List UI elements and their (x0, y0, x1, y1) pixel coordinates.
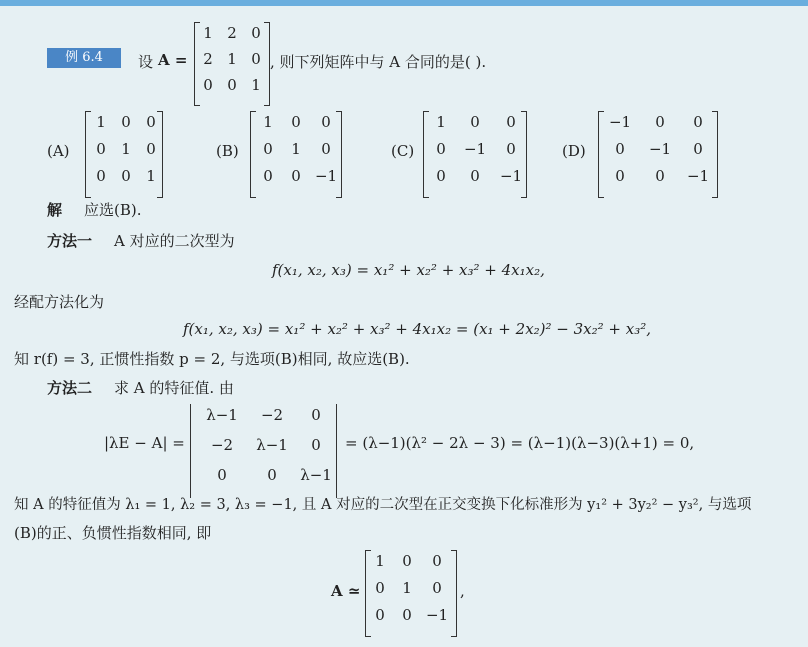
option-matrix-cell: 0 (121, 113, 131, 131)
option-matrix-cell: 0 (470, 167, 480, 185)
question-tail: , 则下列矩阵中与 A 合同的是( ). (270, 53, 487, 71)
det-rhs: = (λ−1)(λ² − 2λ − 3) = (λ−1)(λ−3)(λ+1) = 0, (345, 434, 695, 452)
det-cell: λ−1 (256, 436, 288, 454)
option-matrix-cell: 1 (146, 167, 156, 185)
top-border (0, 0, 808, 6)
option-matrix-cell: 0 (321, 113, 331, 131)
det-cell: 0 (267, 466, 277, 484)
method1-title: 方法一 (47, 232, 93, 250)
final-matrix-cell: 0 (402, 606, 412, 624)
question-matrix-cell: 1 (251, 76, 261, 94)
final-matrix-cell: 1 (375, 552, 385, 570)
final-matrix-cell: 0 (432, 552, 442, 570)
det-cell: λ−1 (300, 466, 332, 484)
method2-text: 求 A 的特征值. 由 (114, 379, 234, 397)
det-cell: 0 (311, 436, 321, 454)
final-matrix-cell: 0 (375, 606, 385, 624)
option-label: (D) (562, 142, 586, 160)
question-matrix-cell: 1 (203, 24, 213, 42)
question-matrix-cell: 0 (251, 24, 261, 42)
option-matrix-cell: 1 (291, 140, 301, 158)
option-label: (A) (47, 142, 70, 160)
method1-text: A 对应的二次型为 (114, 232, 235, 250)
final-matrix-cell: 1 (402, 579, 412, 597)
option-matrix-cell: 0 (321, 140, 331, 158)
option-matrix-cell: 0 (655, 167, 665, 185)
solution-jie: 解 (47, 201, 63, 219)
option-matrix-cell: 0 (263, 140, 273, 158)
option-matrix-cell: 0 (291, 113, 301, 131)
option-label: (B) (216, 142, 239, 160)
option-matrix-cell: 1 (263, 113, 273, 131)
question-matrix-cell: 1 (227, 50, 237, 68)
question-a-eq: A = (158, 51, 188, 69)
det-lhs: |λE − A| = (104, 434, 185, 452)
option-matrix-cell: 1 (121, 140, 131, 158)
option-matrix-cell: 0 (291, 167, 301, 185)
method2-line2: (B)的正、负惯性指数相同, 即 (14, 524, 212, 542)
final-tail: , (460, 582, 465, 600)
final-matrix-cell: 0 (402, 552, 412, 570)
example-tag: 例 6.4 (47, 48, 121, 68)
option-matrix-cell: 0 (146, 113, 156, 131)
option-matrix-cell: 0 (263, 167, 273, 185)
det-bar-left (190, 404, 191, 498)
question-matrix-cell: 2 (227, 24, 237, 42)
method1-formula1: f(x₁, x₂, x₃) = x₁² + x₂² + x₃² + 4x₁x₂, (272, 261, 545, 279)
final-matrix-cell: −1 (425, 606, 449, 624)
det-cell: 0 (311, 406, 321, 424)
option-matrix-cell: 0 (121, 167, 131, 185)
option-label: (C) (391, 142, 415, 160)
option-matrix-cell: −1 (314, 167, 338, 185)
option-matrix-cell: 0 (655, 113, 665, 131)
option-matrix-cell: 0 (506, 113, 516, 131)
solution-answer: 应选(B). (84, 201, 142, 219)
option-matrix-cell: 0 (506, 140, 516, 158)
method2-title: 方法二 (47, 379, 93, 397)
option-matrix-cell: −1 (463, 140, 487, 158)
method2-line1: 知 A 的特征值为 λ₁ = 1, λ₂ = 3, λ₃ = −1, 且 A 对应的二次型在正交变换下化标准形为 y₁² + 3y₂² − y₃², 与选项 (14, 497, 752, 513)
option-matrix-cell: 1 (436, 113, 446, 131)
method1-formula2: f(x₁, x₂, x₃) = x₁² + x₂² + x₃² + 4x₁x₂ = (x₁ + 2x₂)² − 3x₂² + x₃², (183, 320, 652, 338)
det-cell: −2 (210, 436, 234, 454)
det-cell: 0 (217, 466, 227, 484)
option-matrix-cell: 0 (615, 140, 625, 158)
det-cell: λ−1 (206, 406, 238, 424)
method1-line3: 知 r(f) = 3, 正惯性指数 p = 2, 与选项(B)相同, 故应选(B). (14, 350, 410, 368)
det-cell: −2 (260, 406, 284, 424)
question-matrix-cell: 0 (203, 76, 213, 94)
option-matrix-cell: −1 (499, 167, 523, 185)
option-matrix-cell: 1 (96, 113, 106, 131)
method1-line2: 经配方法化为 (14, 293, 105, 311)
final-matrix-cell: 0 (375, 579, 385, 597)
option-matrix-cell: 0 (96, 167, 106, 185)
option-matrix-cell: 0 (693, 113, 703, 131)
question-matrix-cell: 0 (251, 50, 261, 68)
option-matrix-cell: 0 (436, 167, 446, 185)
question-matrix-cell: 0 (227, 76, 237, 94)
option-matrix-cell: −1 (648, 140, 672, 158)
final-matrix-cell: 0 (432, 579, 442, 597)
option-matrix-cell: 0 (470, 113, 480, 131)
option-matrix-cell: 0 (436, 140, 446, 158)
det-bar-right (336, 404, 337, 498)
question-she: 设 (138, 53, 154, 71)
option-matrix-cell: 0 (96, 140, 106, 158)
option-matrix-cell: −1 (608, 113, 632, 131)
option-matrix-cell: 0 (146, 140, 156, 158)
question-matrix-cell: 2 (203, 50, 213, 68)
option-matrix-cell: 0 (615, 167, 625, 185)
final-lhs: A ≃ (331, 582, 361, 600)
option-matrix-cell: 0 (693, 140, 703, 158)
option-matrix-cell: −1 (686, 167, 710, 185)
